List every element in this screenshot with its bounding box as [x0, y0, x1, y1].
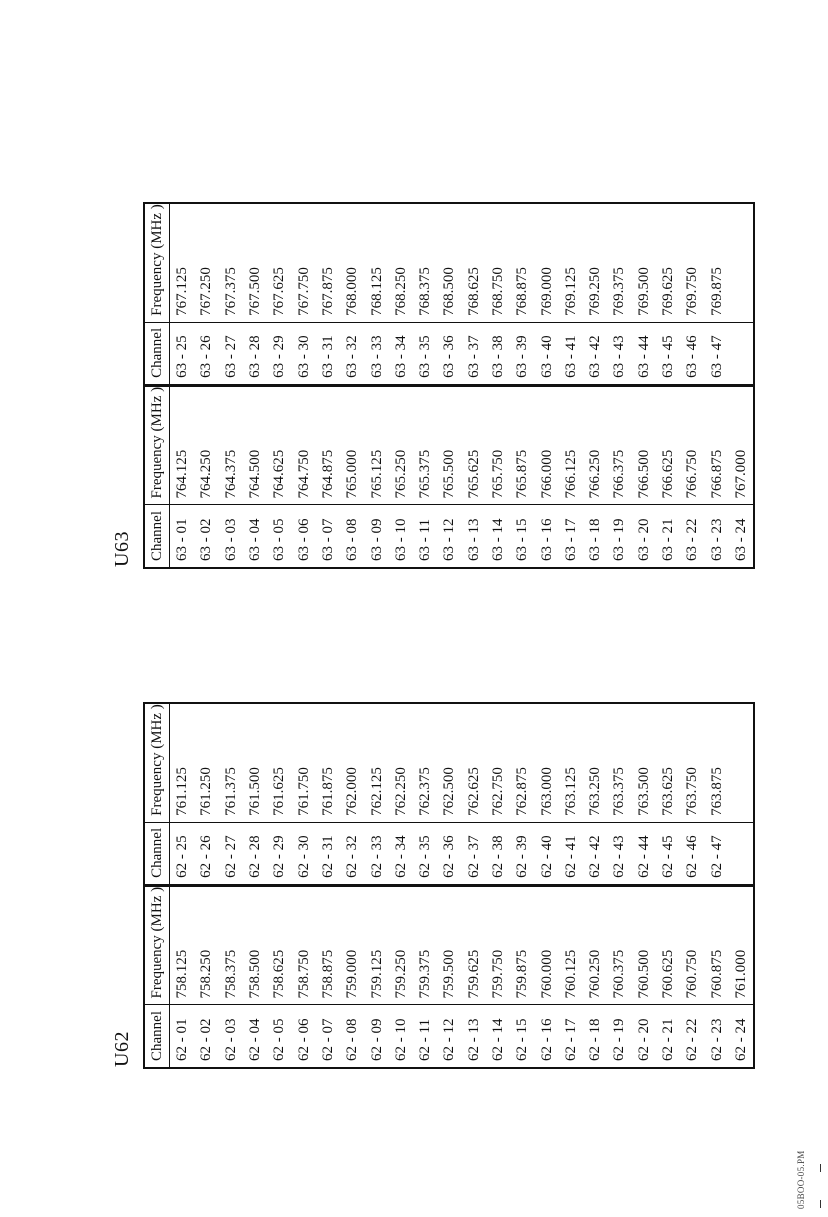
table-row — [583, 703, 607, 1068]
table-row — [170, 203, 195, 568]
frequency-cell: 765.875 — [510, 385, 534, 505]
table-row — [340, 203, 364, 568]
channel-cell: 63 - 16 — [534, 505, 558, 568]
channel-cell: 62 - 26 — [194, 822, 218, 885]
header-channel: Channel — [144, 822, 170, 885]
table-row — [291, 703, 315, 1068]
header-frequency: Frequency (MHz ) — [144, 703, 170, 822]
frequency-cell: 767.500 — [247, 267, 264, 316]
channel-cell: 63 - 22 — [680, 505, 704, 568]
channel-cell: 62 - 42 — [583, 822, 607, 885]
table-row — [680, 203, 704, 568]
header-channel: Channel — [144, 1005, 170, 1068]
frequency-table-u63 — [143, 202, 755, 569]
footer-code: 05BOO-05.PM — [796, 1150, 806, 1209]
frequency-cell: 764.125 — [170, 385, 195, 505]
channel-cell: 62 - 08 — [340, 1005, 364, 1068]
frequency-cell: 762.000 — [344, 767, 361, 816]
table-row — [534, 203, 558, 568]
frequency-cell: 766.625 — [656, 385, 680, 505]
channel-cell: 63 - 28 — [243, 322, 267, 385]
header-channel: Channel — [144, 505, 170, 568]
table-row — [510, 703, 534, 1068]
frequency-cell: 764.625 — [267, 385, 291, 505]
channel-cell: 62 - 40 — [534, 822, 558, 885]
channel-cell: 63 - 33 — [364, 322, 388, 385]
channel-cell: 63 - 35 — [413, 322, 437, 385]
channel-cell: 63 - 37 — [462, 322, 486, 385]
channel-cell: 62 - 39 — [510, 822, 534, 885]
table-row — [486, 703, 510, 1068]
frequency-cell: 767.125 — [174, 267, 191, 316]
frequency-cell: 759.125 — [364, 885, 388, 1005]
table-row — [219, 203, 243, 568]
table-row — [243, 203, 267, 568]
channel-cell: 63 - 41 — [559, 322, 583, 385]
table-row — [413, 203, 437, 568]
frequency-cell: 761.625 — [271, 767, 288, 816]
frequency-cell: 764.375 — [219, 385, 243, 505]
table-row — [534, 703, 558, 1068]
channel-cell: 62 - 46 — [680, 822, 704, 885]
frequency-cell: 761.125 — [174, 767, 191, 816]
frequency-cell: 763.000 — [538, 767, 555, 816]
channel-cell: 63 - 34 — [389, 322, 413, 385]
frequency-cell: 763.750 — [684, 767, 701, 816]
frequency-cell: 758.875 — [316, 885, 340, 1005]
frequency-cell: 765.500 — [437, 385, 461, 505]
frequency-cell: 768.250 — [392, 267, 409, 316]
frequency-cell: 762.125 — [368, 767, 385, 816]
channel-cell: 62 - 19 — [607, 1005, 631, 1068]
frequency-cell: 763.250 — [587, 767, 604, 816]
table-row — [510, 203, 534, 568]
margin-mark — [820, 1164, 821, 1172]
frequency-cell: 764.500 — [243, 385, 267, 505]
channel-cell: 63 - 14 — [486, 505, 510, 568]
channel-cell: 62 - 20 — [632, 1005, 656, 1068]
table-row — [607, 203, 631, 568]
channel-cell: 62 - 05 — [267, 1005, 291, 1068]
channel-cell: 63 - 32 — [340, 322, 364, 385]
frequency-cell: 767.000 — [729, 385, 754, 505]
channel-cell: 62 - 02 — [194, 1005, 218, 1068]
table-row — [705, 703, 729, 1068]
frequency-cell: 766.875 — [705, 385, 729, 505]
frequency-cell: 766.000 — [534, 385, 558, 505]
channel-cell: 62 - 37 — [462, 822, 486, 885]
frequency-cell: 766.250 — [583, 385, 607, 505]
frequency-cell: 760.375 — [607, 885, 631, 1005]
table-row — [705, 203, 729, 568]
channel-cell: 62 - 29 — [267, 822, 291, 885]
table-row — [729, 703, 754, 1068]
channel-cell: 62 - 14 — [486, 1005, 510, 1068]
frequency-cell: 760.625 — [656, 885, 680, 1005]
channel-cell: 63 - 12 — [437, 505, 461, 568]
table-title-u63: U63 — [111, 531, 133, 567]
channel-cell: 62 - 31 — [316, 822, 340, 885]
channel-cell: 62 - 10 — [389, 1005, 413, 1068]
frequency-cell: 765.750 — [486, 385, 510, 505]
channel-cell: 62 - 04 — [243, 1005, 267, 1068]
frequency-table-u62 — [143, 702, 755, 1069]
frequency-cell: 765.000 — [340, 385, 364, 505]
channel-cell: 63 - 06 — [291, 505, 315, 568]
table-title-u62: U62 — [111, 1031, 133, 1067]
channel-cell: 63 - 05 — [267, 505, 291, 568]
channel-cell: 62 - 17 — [559, 1005, 583, 1068]
table-row — [437, 203, 461, 568]
channel-cell: 62 - 15 — [510, 1005, 534, 1068]
header-frequency: Frequency (MHz ) — [144, 203, 170, 322]
table-header-row — [144, 203, 170, 568]
frequency-cell: 761.875 — [319, 767, 336, 816]
frequency-cell: 759.000 — [340, 885, 364, 1005]
table-row — [607, 703, 631, 1068]
channel-cell: 63 - 07 — [316, 505, 340, 568]
frequency-cell: 759.750 — [486, 885, 510, 1005]
table-row — [656, 203, 680, 568]
channel-cell: 63 - 39 — [510, 322, 534, 385]
frequency-cell: 760.000 — [534, 885, 558, 1005]
channel-cell: 62 - 13 — [462, 1005, 486, 1068]
table-row — [291, 203, 315, 568]
frequency-cell: 761.375 — [222, 767, 239, 816]
frequency-cell: 769.000 — [538, 267, 555, 316]
table-row — [219, 703, 243, 1068]
frequency-cell: 758.250 — [194, 885, 218, 1005]
frequency-cell: 762.500 — [441, 767, 458, 816]
frequency-cell: 760.125 — [559, 885, 583, 1005]
channel-cell: 63 - 40 — [534, 322, 558, 385]
channel-cell: 62 - 21 — [656, 1005, 680, 1068]
table-row — [437, 703, 461, 1068]
frequency-cell: 759.250 — [389, 885, 413, 1005]
header-channel: Channel — [144, 322, 170, 385]
channel-cell: 62 - 11 — [413, 1005, 437, 1068]
channel-cell: 62 - 24 — [729, 1005, 754, 1068]
channel-cell: 63 - 18 — [583, 505, 607, 568]
frequency-cell: 765.250 — [389, 385, 413, 505]
frequency-cell: 761.750 — [295, 767, 312, 816]
frequency-cell: 765.375 — [413, 385, 437, 505]
frequency-cell: 768.375 — [417, 267, 434, 316]
table-row — [267, 203, 291, 568]
frequency-cell: 763.625 — [660, 767, 677, 816]
frequency-cell: 765.125 — [364, 385, 388, 505]
frequency-cell: 768.750 — [490, 267, 506, 316]
frequency-cell: 758.750 — [291, 885, 315, 1005]
frequency-cell: 768.625 — [465, 267, 482, 316]
channel-cell: 63 - 17 — [559, 505, 583, 568]
table-row — [170, 703, 195, 1068]
table-row — [194, 703, 218, 1068]
channel-cell: 63 - 47 — [705, 322, 729, 385]
frequency-cell: 760.875 — [705, 885, 729, 1005]
frequency-cell: 768.500 — [441, 267, 458, 316]
frequency-cell: 764.750 — [291, 385, 315, 505]
frequency-cell: 762.375 — [417, 767, 434, 816]
table-row — [462, 703, 486, 1068]
channel-cell: 62 - 03 — [219, 1005, 243, 1068]
frequency-cell: 758.375 — [219, 885, 243, 1005]
frequency-cell: 760.250 — [583, 885, 607, 1005]
frequency-cell: 769.375 — [611, 267, 628, 316]
channel-cell: 62 - 27 — [219, 822, 243, 885]
frequency-cell: 767.250 — [198, 267, 215, 316]
frequency-cell: 761.000 — [729, 885, 754, 1005]
frequency-cell: 763.375 — [611, 767, 628, 816]
channel-cell: 63 - 30 — [291, 322, 315, 385]
channel-cell: 62 - 44 — [632, 822, 656, 885]
table-row — [316, 203, 340, 568]
frequency-cell: 762.625 — [465, 767, 482, 816]
table-row — [389, 703, 413, 1068]
channel-cell: 63 - 44 — [632, 322, 656, 385]
table-row — [267, 703, 291, 1068]
frequency-cell: 760.500 — [632, 885, 656, 1005]
channel-cell: 63 - 02 — [194, 505, 218, 568]
frequency-cell: 765.625 — [462, 385, 486, 505]
channel-cell: 62 - 41 — [559, 822, 583, 885]
frequency-cell: 766.375 — [607, 385, 631, 505]
frequency-cell: 759.375 — [413, 885, 437, 1005]
table-body — [170, 203, 755, 568]
table-body — [170, 703, 755, 1068]
frequency-cell: 761.250 — [198, 767, 215, 816]
frequency-cell: 767.375 — [222, 267, 239, 316]
frequency-cell: 759.875 — [510, 885, 534, 1005]
table-row — [364, 703, 388, 1068]
channel-cell: 63 - 15 — [510, 505, 534, 568]
table-row — [243, 703, 267, 1068]
channel-cell: 63 - 45 — [656, 322, 680, 385]
channel-cell: 63 - 10 — [389, 505, 413, 568]
margin-mark — [820, 1200, 821, 1208]
frequency-cell: 762.750 — [490, 767, 506, 816]
frequency-cell: 769.250 — [587, 267, 604, 316]
channel-cell: 62 - 25 — [170, 822, 195, 885]
channel-cell: 63 - 46 — [680, 322, 704, 385]
channel-cell: 63 - 19 — [607, 505, 631, 568]
channel-cell: 62 - 38 — [486, 822, 510, 885]
table-row — [364, 203, 388, 568]
frequency-cell: 759.500 — [437, 885, 461, 1005]
frequency-cell: 767.625 — [271, 267, 288, 316]
frequency-cell — [729, 203, 754, 322]
header-frequency: Frequency (MHz ) — [144, 385, 170, 505]
frequency-cell: 769.125 — [562, 267, 579, 316]
frequency-cell: 762.875 — [514, 767, 531, 816]
frequency-cell — [729, 703, 754, 822]
channel-cell: 63 - 29 — [267, 322, 291, 385]
channel-cell: 63 - 21 — [656, 505, 680, 568]
channel-cell: 63 - 08 — [340, 505, 364, 568]
channel-cell: 63 - 23 — [705, 505, 729, 568]
frequency-cell: 766.125 — [559, 385, 583, 505]
channel-cell: 62 - 32 — [340, 822, 364, 885]
table-row — [583, 203, 607, 568]
channel-cell: 62 - 34 — [389, 822, 413, 885]
frequency-cell: 768.125 — [368, 267, 385, 316]
channel-cell: 62 - 36 — [437, 822, 461, 885]
channel-cell: 63 - 43 — [607, 322, 631, 385]
channel-cell: 62 - 12 — [437, 1005, 461, 1068]
frequency-cell: 758.125 — [170, 885, 195, 1005]
channel-cell: 63 - 04 — [243, 505, 267, 568]
frequency-cell: 764.875 — [316, 385, 340, 505]
table-row — [194, 203, 218, 568]
frequency-cell: 758.625 — [267, 885, 291, 1005]
channel-cell: 63 - 25 — [170, 322, 195, 385]
channel-cell: 62 - 09 — [364, 1005, 388, 1068]
frequency-cell: 769.750 — [684, 267, 701, 316]
channel-cell: 62 - 45 — [656, 822, 680, 885]
table-row — [680, 703, 704, 1068]
table-row — [389, 203, 413, 568]
frequency-cell: 767.750 — [295, 267, 312, 316]
channel-cell: 62 - 16 — [534, 1005, 558, 1068]
frequency-cell: 766.750 — [680, 385, 704, 505]
channel-cell — [729, 822, 754, 885]
table-row — [559, 703, 583, 1068]
frequency-cell: 769.875 — [708, 267, 725, 316]
channel-cell: 63 - 27 — [219, 322, 243, 385]
frequency-cell: 760.750 — [680, 885, 704, 1005]
frequency-cell: 762.250 — [392, 767, 409, 816]
channel-cell: 62 - 23 — [705, 1005, 729, 1068]
channel-cell: 63 - 03 — [219, 505, 243, 568]
frequency-cell: 763.875 — [708, 767, 725, 816]
frequency-cell: 767.875 — [319, 267, 336, 316]
channel-cell — [729, 322, 754, 385]
channel-cell: 63 - 20 — [632, 505, 656, 568]
frequency-cell: 768.000 — [344, 267, 361, 316]
channel-cell: 62 - 30 — [291, 822, 315, 885]
frequency-cell: 766.500 — [632, 385, 656, 505]
header-frequency: Frequency (MHz ) — [144, 885, 170, 1005]
channel-cell: 63 - 26 — [194, 322, 218, 385]
table-row — [340, 703, 364, 1068]
table-row — [632, 703, 656, 1068]
channel-cell: 62 - 18 — [583, 1005, 607, 1068]
table-row — [486, 203, 510, 568]
channel-cell: 62 - 07 — [316, 1005, 340, 1068]
frequency-cell: 763.500 — [635, 767, 652, 816]
channel-cell: 62 - 28 — [243, 822, 267, 885]
frequency-cell: 759.625 — [462, 885, 486, 1005]
frequency-cell: 763.125 — [562, 767, 579, 816]
channel-cell: 62 - 22 — [680, 1005, 704, 1068]
frequency-cell: 769.625 — [660, 267, 677, 316]
channel-cell: 63 - 38 — [486, 322, 510, 385]
frequency-cell: 769.500 — [635, 267, 652, 316]
table-header-row — [144, 703, 170, 1068]
channel-cell: 63 - 01 — [170, 505, 195, 568]
table-row — [413, 703, 437, 1068]
table-row — [462, 203, 486, 568]
table-row — [729, 203, 754, 568]
table-row — [656, 703, 680, 1068]
channel-cell: 63 - 42 — [583, 322, 607, 385]
channel-cell: 63 - 13 — [462, 505, 486, 568]
table-row — [632, 203, 656, 568]
table-row — [559, 203, 583, 568]
channel-cell: 63 - 36 — [437, 322, 461, 385]
channel-cell: 62 - 35 — [413, 822, 437, 885]
channel-cell: 63 - 11 — [413, 505, 437, 568]
frequency-cell: 758.500 — [243, 885, 267, 1005]
frequency-cell: 764.250 — [194, 385, 218, 505]
channel-cell: 63 - 31 — [316, 322, 340, 385]
channel-cell: 63 - 24 — [729, 505, 754, 568]
frequency-cell: 761.500 — [247, 767, 264, 816]
channel-cell: 62 - 47 — [705, 822, 729, 885]
channel-cell: 63 - 09 — [364, 505, 388, 568]
channel-cell: 62 - 33 — [364, 822, 388, 885]
channel-cell: 62 - 01 — [170, 1005, 195, 1068]
table-row — [316, 703, 340, 1068]
frequency-cell: 768.875 — [514, 267, 531, 316]
channel-cell: 62 - 06 — [291, 1005, 315, 1068]
channel-cell: 62 - 43 — [607, 822, 631, 885]
